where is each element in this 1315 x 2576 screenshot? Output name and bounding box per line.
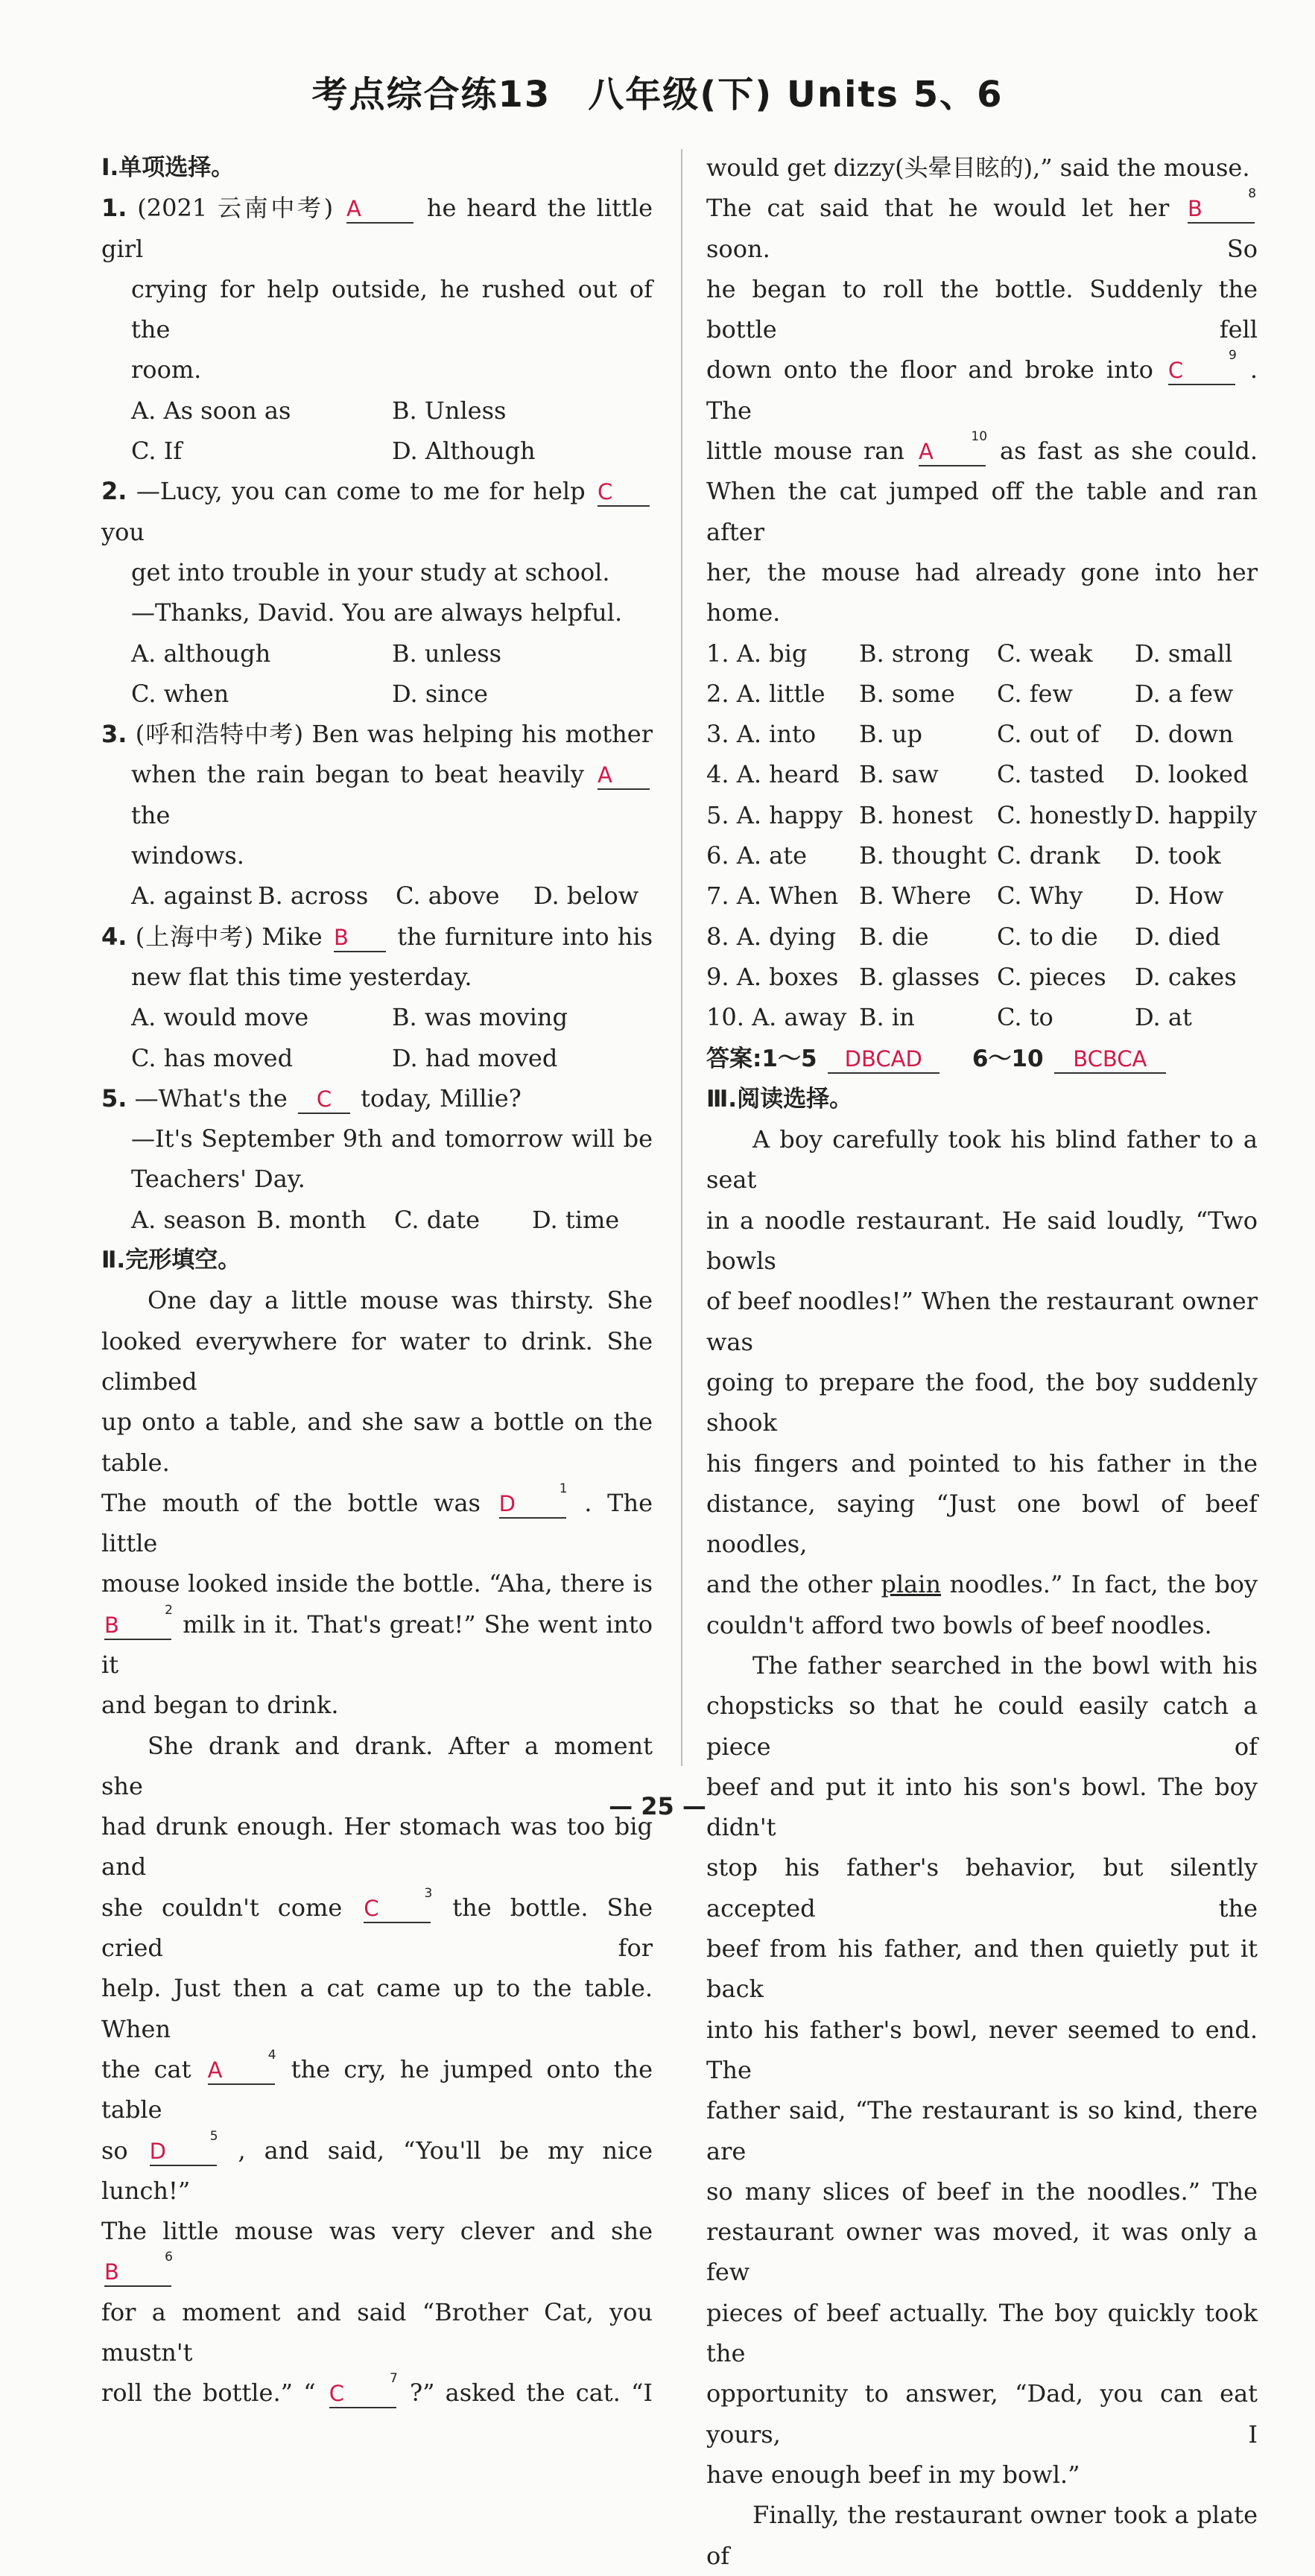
blank-number: 9 [1229, 348, 1237, 364]
q2-line1 [101, 471, 653, 552]
q4-answer: B [334, 924, 386, 952]
reading-line: stop his father's behavior, but silently accepted the [706, 1853, 1258, 1922]
blank-answer: C [364, 1895, 379, 1921]
q4-line2: new flat this time yesterday. [131, 962, 472, 991]
cloze-line [101, 2211, 653, 2292]
cloze-blank-8 [1188, 186, 1257, 224]
q1-line1 [101, 188, 653, 269]
reading-text: noodles.” In fact, the boy [949, 1570, 1258, 1599]
option: B. saw [859, 760, 939, 789]
q3-line2 [101, 754, 653, 835]
cloze-text: soon. So [706, 234, 1258, 263]
reading-line: chopsticks so that he could easily catch a piece of [706, 1692, 1258, 1761]
cloze-line [101, 2049, 653, 2130]
cloze-options-row [706, 997, 1258, 1037]
cloze-blank-9 [1167, 348, 1237, 385]
q2-option-a: A. although [131, 639, 271, 668]
reading-line: A boy carefully took his blind father to a seat [706, 1125, 1258, 1194]
blank-number: 2 [165, 1602, 173, 1618]
option: 5. A. happy [706, 800, 843, 829]
section-heading-1: Ⅰ.单项选择。 [101, 154, 235, 181]
reading-line: opportunity to answer, “Dad, you can eat yours, I [706, 2379, 1258, 2449]
reading-line: Finally, the restaurant owner took a plate of [706, 2501, 1258, 2570]
column-divider [681, 149, 682, 1766]
page-title: 考点综合练13 八年级(下) Units 5、6 [311, 74, 1004, 115]
option: 3. A. into [706, 720, 817, 749]
cloze-line [101, 2130, 653, 2212]
reading-line: couldn't afford two bowls of beef noodles. [706, 1610, 1212, 1639]
option: D. How [1135, 882, 1224, 911]
cloze-text: The mouth of the bottle was [101, 1488, 481, 1517]
option: 7. A. When [706, 882, 839, 911]
option: B. in [859, 1003, 915, 1032]
q2-text-a: —Lucy, you can come to me for help [136, 477, 586, 506]
blank-number: 7 [389, 2371, 398, 2387]
cloze-line: for a moment and said “Brother Cat, you mustn't [101, 2297, 653, 2367]
option: 2. A. little [706, 679, 826, 708]
answer-label: 答案:1～5 [706, 1045, 817, 1072]
q2-text-b: you [101, 517, 145, 546]
q2-options-row2 [101, 674, 653, 714]
q1-line2: crying for help outside, he rushed out of the [131, 274, 653, 344]
q1-source: (2021 云南中考) [137, 194, 334, 223]
option: 6. A. ate [706, 841, 808, 870]
q3-text-b: when the rain began to beat heavily [131, 760, 584, 789]
option: C. out of [997, 720, 1100, 749]
cloze-line: One day a little mouse was thirsty. She [148, 1286, 653, 1315]
option: B. thought [859, 841, 987, 870]
q3-line1 [101, 714, 653, 754]
cloze-text: . The little [101, 1488, 653, 1558]
q2-options-row1 [101, 633, 653, 674]
option: B. die [859, 922, 929, 951]
option: D. looked [1135, 760, 1249, 789]
option: 9. A. boxes [706, 962, 839, 991]
q5-line3: Teachers' Day. [131, 1165, 305, 1194]
q4-option-a: A. would move [131, 1003, 309, 1032]
cloze-line: her, the mouse had already gone into her home. [706, 557, 1258, 627]
cloze-line [706, 349, 1258, 431]
option: B. up [859, 720, 922, 749]
cloze-line: he began to roll the bottle. Suddenly the bottle fell [706, 274, 1258, 344]
blank-answer: C [329, 2381, 345, 2407]
cloze-line: She drank and drank. After a moment she [101, 1731, 653, 1800]
cloze-line [101, 1483, 653, 1564]
q2-number: 2. [101, 477, 127, 506]
cloze-text: ?” asked the cat. “I [409, 2379, 653, 2408]
cloze-line [101, 1887, 653, 1969]
cloze-text: she couldn't come [101, 1893, 343, 1922]
q3-text-a: (呼和浩特中考) Ben was helping his mother [135, 720, 653, 749]
cloze-blank-10 [919, 429, 988, 466]
q1-options-row2 [101, 431, 653, 471]
page-number: — 25 — [609, 1792, 706, 1820]
blank-number: 5 [209, 2128, 218, 2144]
cloze-line: up onto a table, and she saw a bottle on the table. [101, 1408, 653, 1477]
cloze-line: When the cat jumped off the table and ran after [706, 477, 1258, 546]
option: C. to [997, 1003, 1053, 1032]
q4-option-d: D. had moved [392, 1043, 558, 1072]
q5-option-c: C. date [394, 1205, 481, 1234]
cloze-text: roll the bottle.” “ [101, 2379, 316, 2408]
blank-answer: D [149, 2138, 166, 2164]
cloze-line: had drunk enough. Her stomach was too big and [101, 1812, 653, 1882]
reading-line: distance, saying “Just one bowl of beef noodles, [706, 1489, 1258, 1559]
option: B. some [859, 679, 955, 708]
option: C. honestly [997, 800, 1132, 829]
left-column [101, 148, 653, 2414]
q2-answer: C [598, 478, 650, 507]
blank-answer: B [1188, 196, 1202, 222]
answer-1-5: DBCAD [828, 1045, 939, 1074]
cloze-options-row [706, 917, 1258, 957]
q1-line3: room. [131, 355, 202, 384]
cloze-blank-6 [104, 2250, 173, 2287]
reading-line: beef and put it into his son's bowl. The boy didn't [706, 1772, 1258, 1842]
q3-number: 3. [101, 720, 127, 749]
reading-line: of beef noodles!” When the restaurant owner was [706, 1287, 1258, 1356]
q3-option-c: C. above [396, 882, 500, 911]
cloze-text: little mouse ran [706, 437, 904, 466]
option: D. died [1135, 922, 1220, 951]
cloze-line: would get dizzy(头晕目眩的),” said the mouse. [706, 154, 1250, 182]
q1-number: 1. [101, 194, 127, 223]
reading-line: going to prepare the food, the boy suddenly shook [706, 1367, 1258, 1437]
q1-option-c: C. If [131, 437, 183, 466]
cloze-text: the bottle. She cried for [101, 1893, 653, 1963]
option: D. at [1135, 1003, 1192, 1032]
blank-answer: A [919, 439, 934, 465]
blank-number: 1 [559, 1481, 568, 1496]
option: D. happily [1135, 800, 1258, 829]
q3-option-a: A. against [131, 882, 253, 911]
blank-answer: D [498, 1490, 516, 1516]
option: D. a few [1135, 679, 1234, 708]
q3-options [101, 876, 653, 916]
cloze-text: The cat said that he would let her [706, 194, 1170, 223]
reading-line: pieces of beef actually. The boy quickly took the [706, 2298, 1258, 2368]
q4-option-c: C. has moved [131, 1043, 294, 1072]
cloze-line [706, 188, 1258, 269]
option: D. small [1135, 639, 1233, 668]
reading-line: The father searched in the bowl with his [752, 1651, 1258, 1680]
q4-options-row2 [101, 1038, 653, 1078]
reading-line: have enough beef in my bowl.” [706, 2460, 1080, 2489]
option: 10. A. away [706, 1003, 847, 1032]
option: C. pieces [997, 962, 1106, 991]
reading-line: so many slices of beef in the noodles.” The [706, 2177, 1258, 2206]
q1-option-b: B. Unless [392, 396, 507, 425]
q3-answer: A [598, 762, 650, 790]
blank-answer: A [207, 2057, 223, 2083]
cloze-text: the cry, he jumped onto the table [101, 2054, 653, 2124]
cloze-text: down onto the floor and broke into [706, 355, 1153, 384]
cloze-options-row [706, 835, 1258, 876]
q1-text: he heard the little girl [101, 194, 653, 263]
cloze-blank-2 [104, 1602, 173, 1640]
q5-answer: C [298, 1086, 350, 1114]
cloze-options-row [706, 876, 1258, 916]
cloze-options-row [706, 714, 1258, 754]
cloze-options-row [706, 754, 1258, 794]
cloze-options-row [706, 674, 1258, 714]
q3-option-d: D. below [533, 882, 639, 911]
cloze-text: milk in it. That's great!” She went into it [101, 1610, 653, 1679]
q4-text-b: the furniture into his [397, 922, 653, 951]
q5-text-b: today, Millie? [361, 1083, 522, 1113]
q4-line1 [101, 917, 653, 957]
cloze-blank-4 [207, 2047, 276, 2085]
answer-key [706, 1038, 1258, 1079]
cloze-text: , and said, “You'll be my nice lunch!” [101, 2136, 653, 2205]
blank-answer: B [104, 1612, 119, 1638]
cloze-line: looked everywhere for water to drink. She climbed [101, 1326, 653, 1396]
q3-line3: windows. [131, 841, 244, 870]
blank-number: 6 [165, 2250, 173, 2265]
option: C. Why [997, 882, 1083, 911]
right-column [706, 148, 1258, 2576]
cloze-options-row [706, 957, 1258, 997]
section-heading-2: Ⅱ.完形填空。 [101, 1247, 241, 1274]
cloze-text: . The [706, 355, 1258, 425]
reading-text: and the other [706, 1570, 872, 1599]
reading-line: beef from his father, and then quietly put it back [706, 1934, 1258, 2004]
reading-line [706, 1564, 1258, 1604]
q5-option-d: D. time [532, 1205, 620, 1234]
q2-option-d: D. since [392, 679, 488, 708]
cloze-blank-3 [364, 1885, 433, 1923]
reading-line: father said, “The restaurant is so kind, there are [706, 2096, 1258, 2165]
q1-options-row1 [101, 390, 653, 431]
q1-answer: A [346, 195, 413, 224]
q5-number: 5. [101, 1083, 127, 1113]
option: 4. A. heard [706, 760, 840, 789]
q5-option-b: B. month [256, 1205, 367, 1234]
q2-option-b: B. unless [392, 639, 502, 668]
cloze-text: the cat [101, 2054, 191, 2083]
q3-option-b: B. across [258, 882, 369, 911]
option: 1. A. big [706, 639, 808, 668]
cloze-blank-7 [329, 2371, 398, 2408]
cloze-options-row [706, 633, 1258, 674]
q1-option-a: A. As soon as [131, 396, 291, 425]
option: C. weak [997, 639, 1093, 668]
reading-line: into his father's bowl, never seemed to end. The [706, 2015, 1258, 2084]
blank-number: 10 [971, 429, 988, 445]
cloze-blank-5 [149, 2128, 218, 2166]
q4-number: 4. [101, 922, 127, 951]
q5-line1 [101, 1078, 653, 1118]
q5-options [101, 1200, 653, 1240]
reading-line: restaurant owner was moved, it was only a few [706, 2218, 1258, 2287]
cloze-options-row [706, 795, 1258, 835]
q5-line2: —It's September 9th and tomorrow will be [131, 1124, 653, 1153]
q4-options-row1 [101, 997, 653, 1037]
option: 8. A. dying [706, 922, 837, 951]
q3-text-c: the [131, 800, 171, 829]
option: B. strong [859, 639, 970, 668]
option: C. to die [997, 922, 1098, 951]
blank-number: 4 [267, 2047, 276, 2063]
q2-line2: get into trouble in your study at school. [131, 557, 610, 586]
underlined-word: plain [881, 1570, 941, 1599]
option: B. Where [859, 882, 972, 911]
answer-6-10: BCBCA [1054, 1045, 1166, 1074]
option: B. glasses [859, 962, 980, 991]
option: C. drank [997, 841, 1100, 870]
option: C. few [997, 679, 1073, 708]
cloze-line [706, 431, 1258, 471]
q2-line3: —Thanks, David. You are always helpful. [131, 598, 623, 627]
option: D. took [1135, 841, 1221, 870]
cloze-blank-1 [498, 1481, 568, 1519]
q5-option-a: A. season [131, 1205, 247, 1234]
cloze-line [101, 2373, 653, 2413]
cloze-line [101, 1604, 653, 1686]
cloze-line: and began to drink. [101, 1691, 339, 1720]
q2-option-c: C. when [131, 679, 229, 708]
option: B. honest [859, 800, 973, 829]
blank-number: 3 [424, 1885, 433, 1901]
blank-answer: C [1167, 358, 1184, 384]
reading-line: in a noodle restaurant. He said loudly, “Two bowls [706, 1206, 1258, 1276]
cloze-line: help. Just then a cat came up to the table. When [101, 1974, 653, 2043]
q1-option-d: D. Although [392, 437, 536, 466]
option: C. tasted [997, 760, 1105, 789]
section-heading-3: Ⅲ.阅读选择。 [706, 1085, 853, 1113]
answer-label-2: 6～10 [972, 1045, 1044, 1072]
reading-line: his fingers and pointed to his father in the [706, 1449, 1258, 1478]
option: D. down [1135, 720, 1234, 749]
q4-text-a: (上海中考) Mike [135, 922, 323, 951]
q5-text-a: —What's the [134, 1083, 288, 1113]
blank-number: 8 [1248, 186, 1257, 202]
blank-answer: B [104, 2259, 119, 2285]
option: D. cakes [1135, 962, 1237, 991]
cloze-line: mouse looked inside the bottle. “Aha, there is [101, 1569, 653, 1598]
cloze-text: as fast as she could. [1000, 437, 1258, 466]
cloze-text: so [101, 2136, 128, 2165]
cloze-text: The little mouse was very clever and she [101, 2217, 653, 2246]
q4-option-b: B. was moving [392, 1003, 568, 1032]
